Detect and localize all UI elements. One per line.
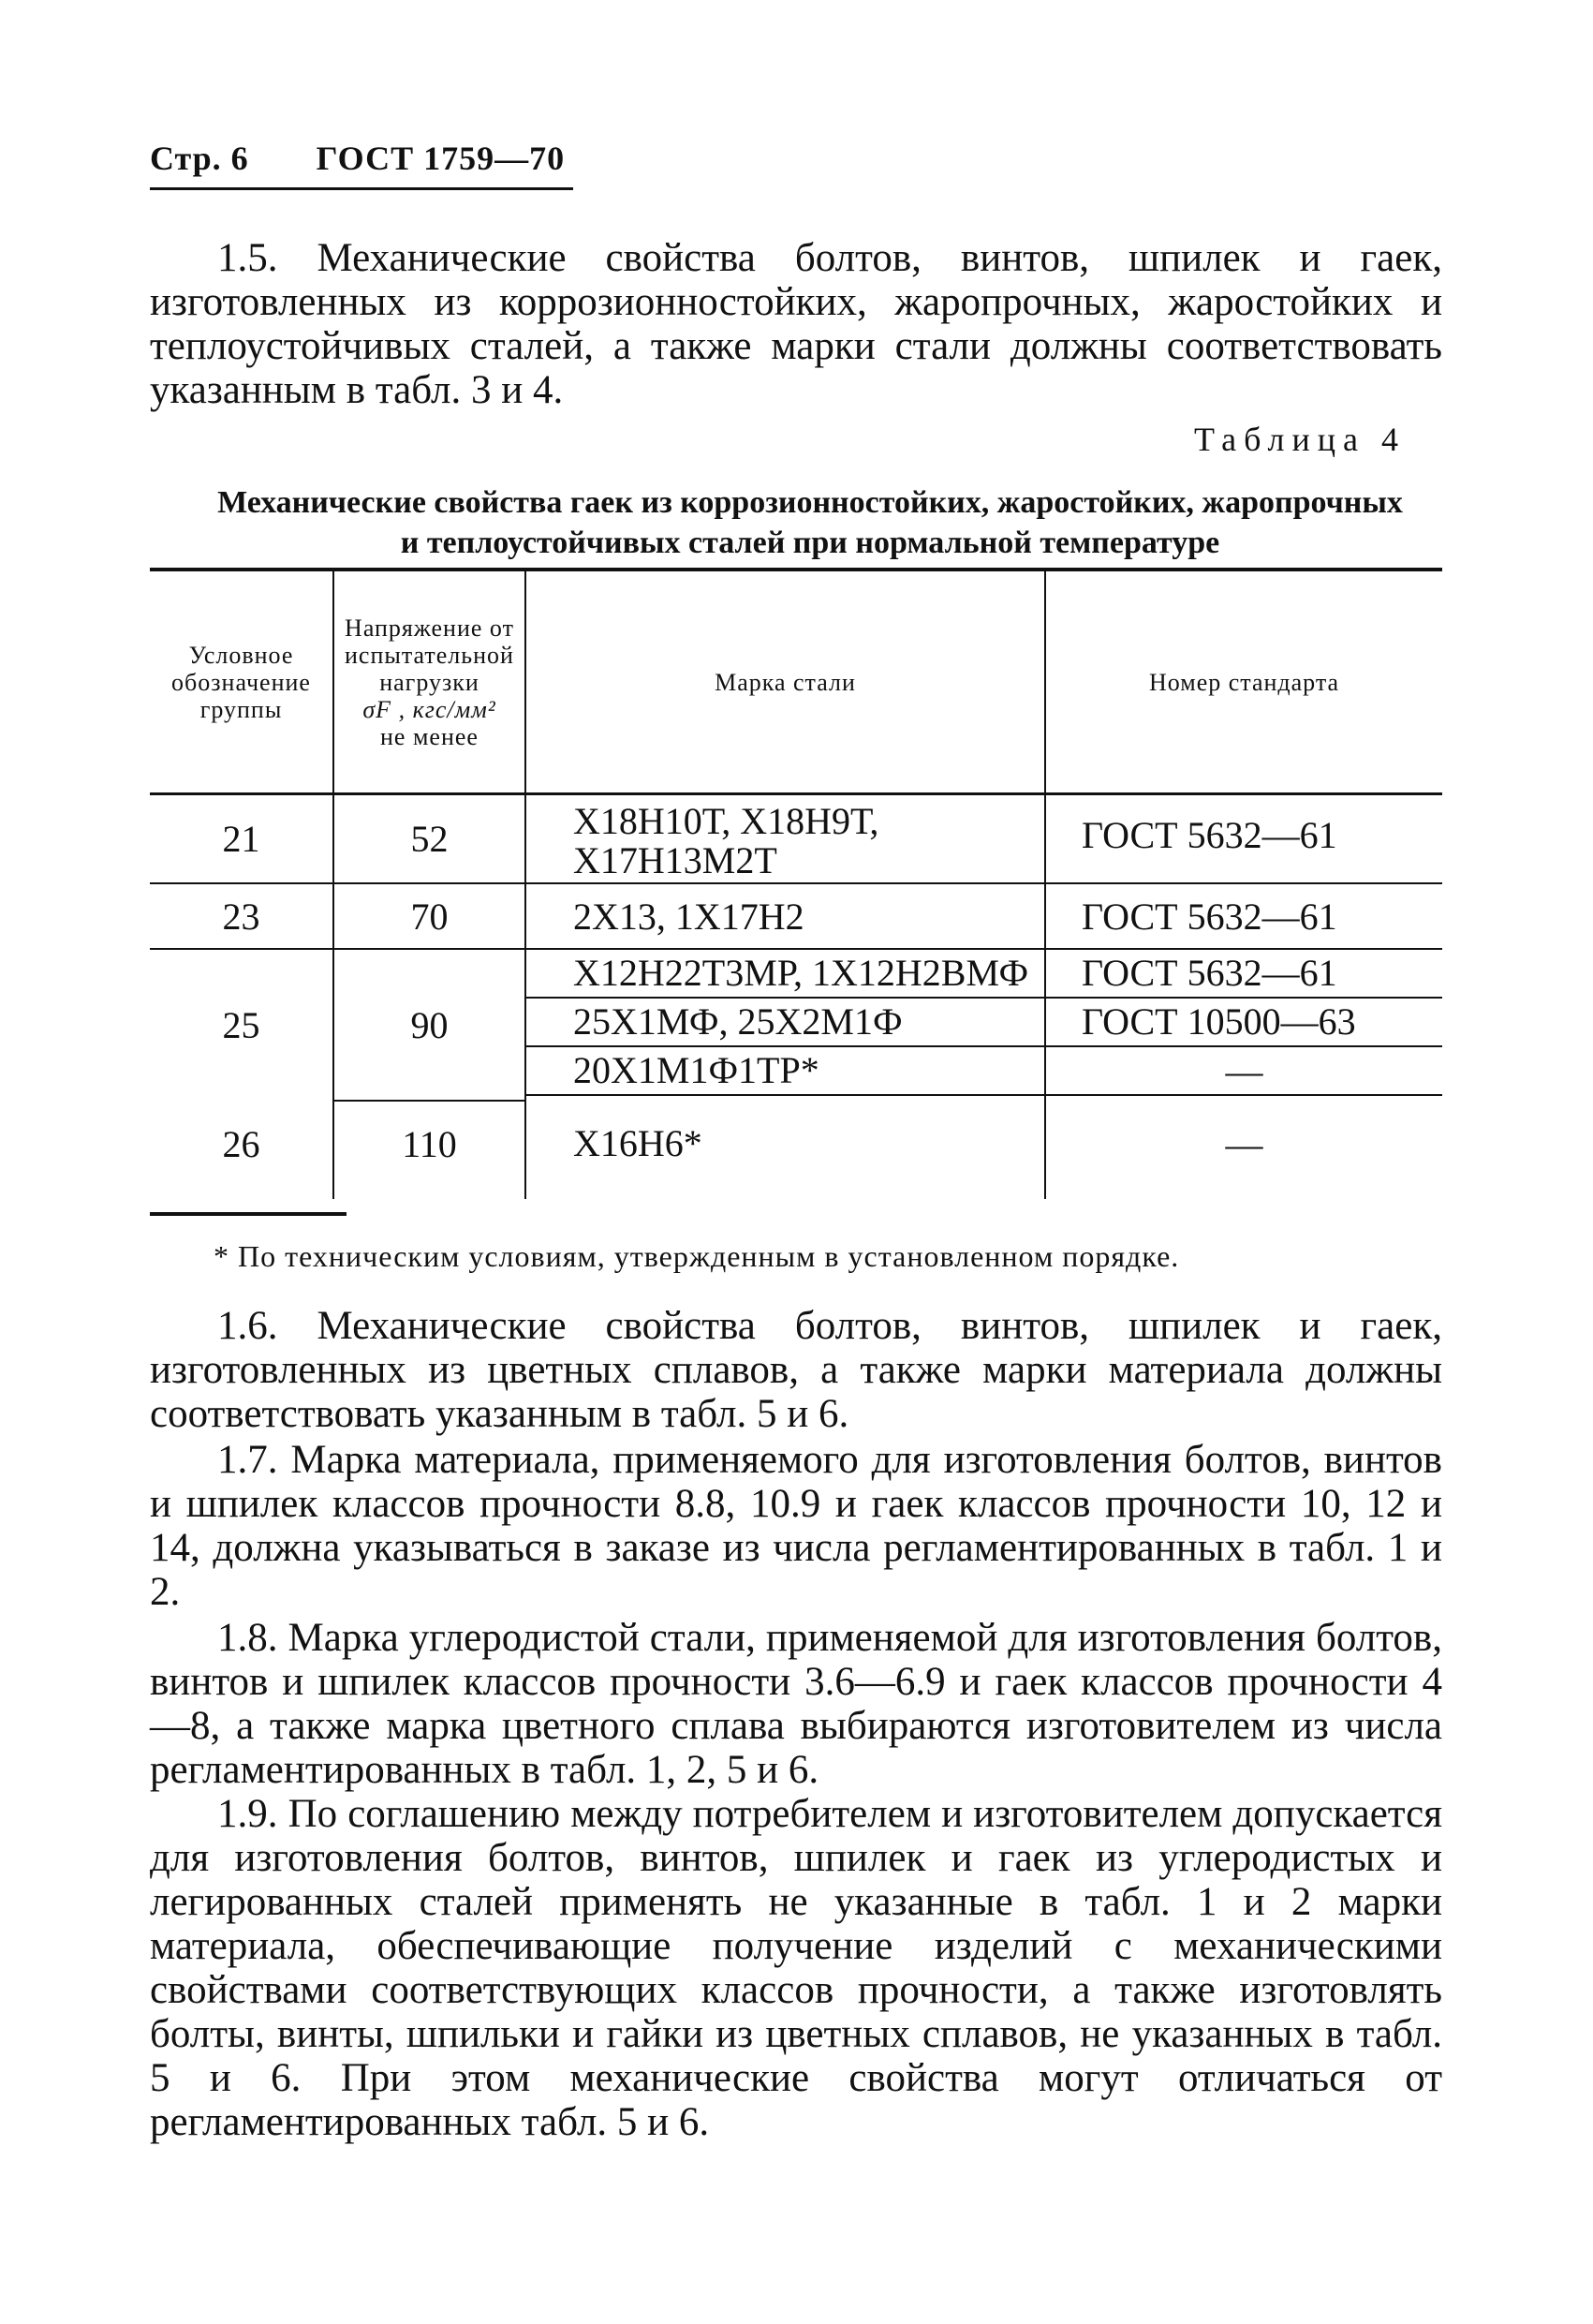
subrow-rule: [524, 997, 1442, 999]
cell-group: 26: [222, 1122, 260, 1165]
cell-standard: ГОСТ 5632—61: [1082, 814, 1337, 856]
cell-standard: ГОСТ 5632—61: [1082, 896, 1337, 938]
cell-stress: 70: [410, 895, 449, 938]
cell-group: 23: [222, 895, 260, 938]
paragraph-1-5: 1.5. Механические свойства болтов, винтов, шпилек и гаек, изготовленных из коррозионностойких, жаропрочных, жаростойких и теплоустойчивых сталей, а также марки стали должны соответствовать указанным в табл. 3 и 4.: [150, 236, 1442, 412]
cell-group: 25: [222, 1003, 260, 1046]
cell-standard: ГОСТ 5632—61: [1082, 952, 1337, 994]
steel-line: Х18Н10Т, Х18Н9Т,: [573, 800, 879, 842]
gost-number: ГОСТ 1759—70: [316, 140, 566, 177]
header-steel: Марка стали: [715, 668, 856, 696]
table-footnote: * По техническим условиям, утвержденным в установленном порядке.: [214, 1239, 1180, 1273]
cell-steel: 2Х13, 1Х17Н2: [573, 896, 804, 938]
header-group: Условное обозначение группы: [171, 641, 311, 723]
paragraph-1-6: 1.6. Механические свойства болтов, винтов, шпилек и гаек, изготовленных из цветных сплавов, а также марки материала должны соответствовать указанным в табл. 5 и 6.: [150, 1304, 1442, 1436]
subrow-rule: [524, 1094, 1442, 1096]
cell-steel: Х12Н22Т3МР, 1Х12Н2ВМФ: [573, 952, 1029, 994]
cell-standard: ГОСТ 10500—63: [1082, 1000, 1356, 1043]
page-number: Стр. 6: [150, 140, 249, 177]
paragraph-1-7: 1.7. Марка материала, применяемого для изготовления болтов, винтов и шпилек классов прочности 8.8, 10.9 и гаек классов прочности 10, 12 и 14, должна указываться в заказе из числа регламентированных в табл. 1 и 2.: [150, 1438, 1442, 1614]
header-stress-min: не менее: [380, 722, 479, 750]
table-label: Таблица 4: [1194, 421, 1406, 458]
cell-steel: 25Х1МФ, 25Х2М1Ф: [573, 1000, 903, 1043]
cell-steel: 20Х1М1Ф1ТР*: [573, 1049, 819, 1091]
steel-line: Х17Н13М2Т: [573, 839, 777, 881]
header-stress-symbol: σF , кгс/мм²: [362, 695, 496, 723]
paragraph-1-9: 1.9. По соглашению между потребителем и изготовителем допускается для изготовления болтов, винтов, шпилек и гаек из углеродистых и легированных сталей применять не указанные в табл. 1 и 2 марки материала, обеспечивающие получение изделий с механическими свойствами соответствующих классов прочности, а также изготовлять болты, винты, шпильки и гайки из цветных сплавов, не указанных в табл. 5 и 6. При этом механические свойства могут отличаться от регламентированных табл. 5 и 6.: [150, 1792, 1442, 2144]
cell-stress: 110: [402, 1122, 457, 1165]
cell-steel: [573, 802, 878, 881]
cell-standard: —: [1225, 1122, 1263, 1165]
cell-stress: 90: [410, 1003, 449, 1046]
cell-group: 21: [222, 818, 260, 860]
header-standard: Номер стандарта: [1148, 668, 1340, 696]
header-stress: Напряжение от испытательной нагрузки: [345, 614, 514, 696]
page-header: [150, 139, 565, 178]
cell-stress: 52: [410, 818, 449, 860]
paragraph-1-8: 1.8. Марка углеродистой стали, применяемой для изготовления болтов, винтов и шпилек классов прочности 3.6—6.9 и гаек классов прочности 4—8, а также марка цветного сплава выбираются изготовителем из числа регламентированных в табл. 1, 2, 5 и 6.: [150, 1616, 1442, 1792]
cell-standard: —: [1225, 1049, 1263, 1092]
steel-table: [150, 568, 1442, 1205]
footnote-rule: [150, 1212, 347, 1216]
table-title: Механические свойства гаек из коррозионностойких, жаростойких, жаропрочных и теплоустойчивых сталей при нормальной температуре: [217, 485, 1403, 560]
cell-steel: Х16Н6*: [573, 1122, 702, 1164]
header-rule: [150, 187, 573, 190]
header-stress-cell: [334, 571, 524, 792]
